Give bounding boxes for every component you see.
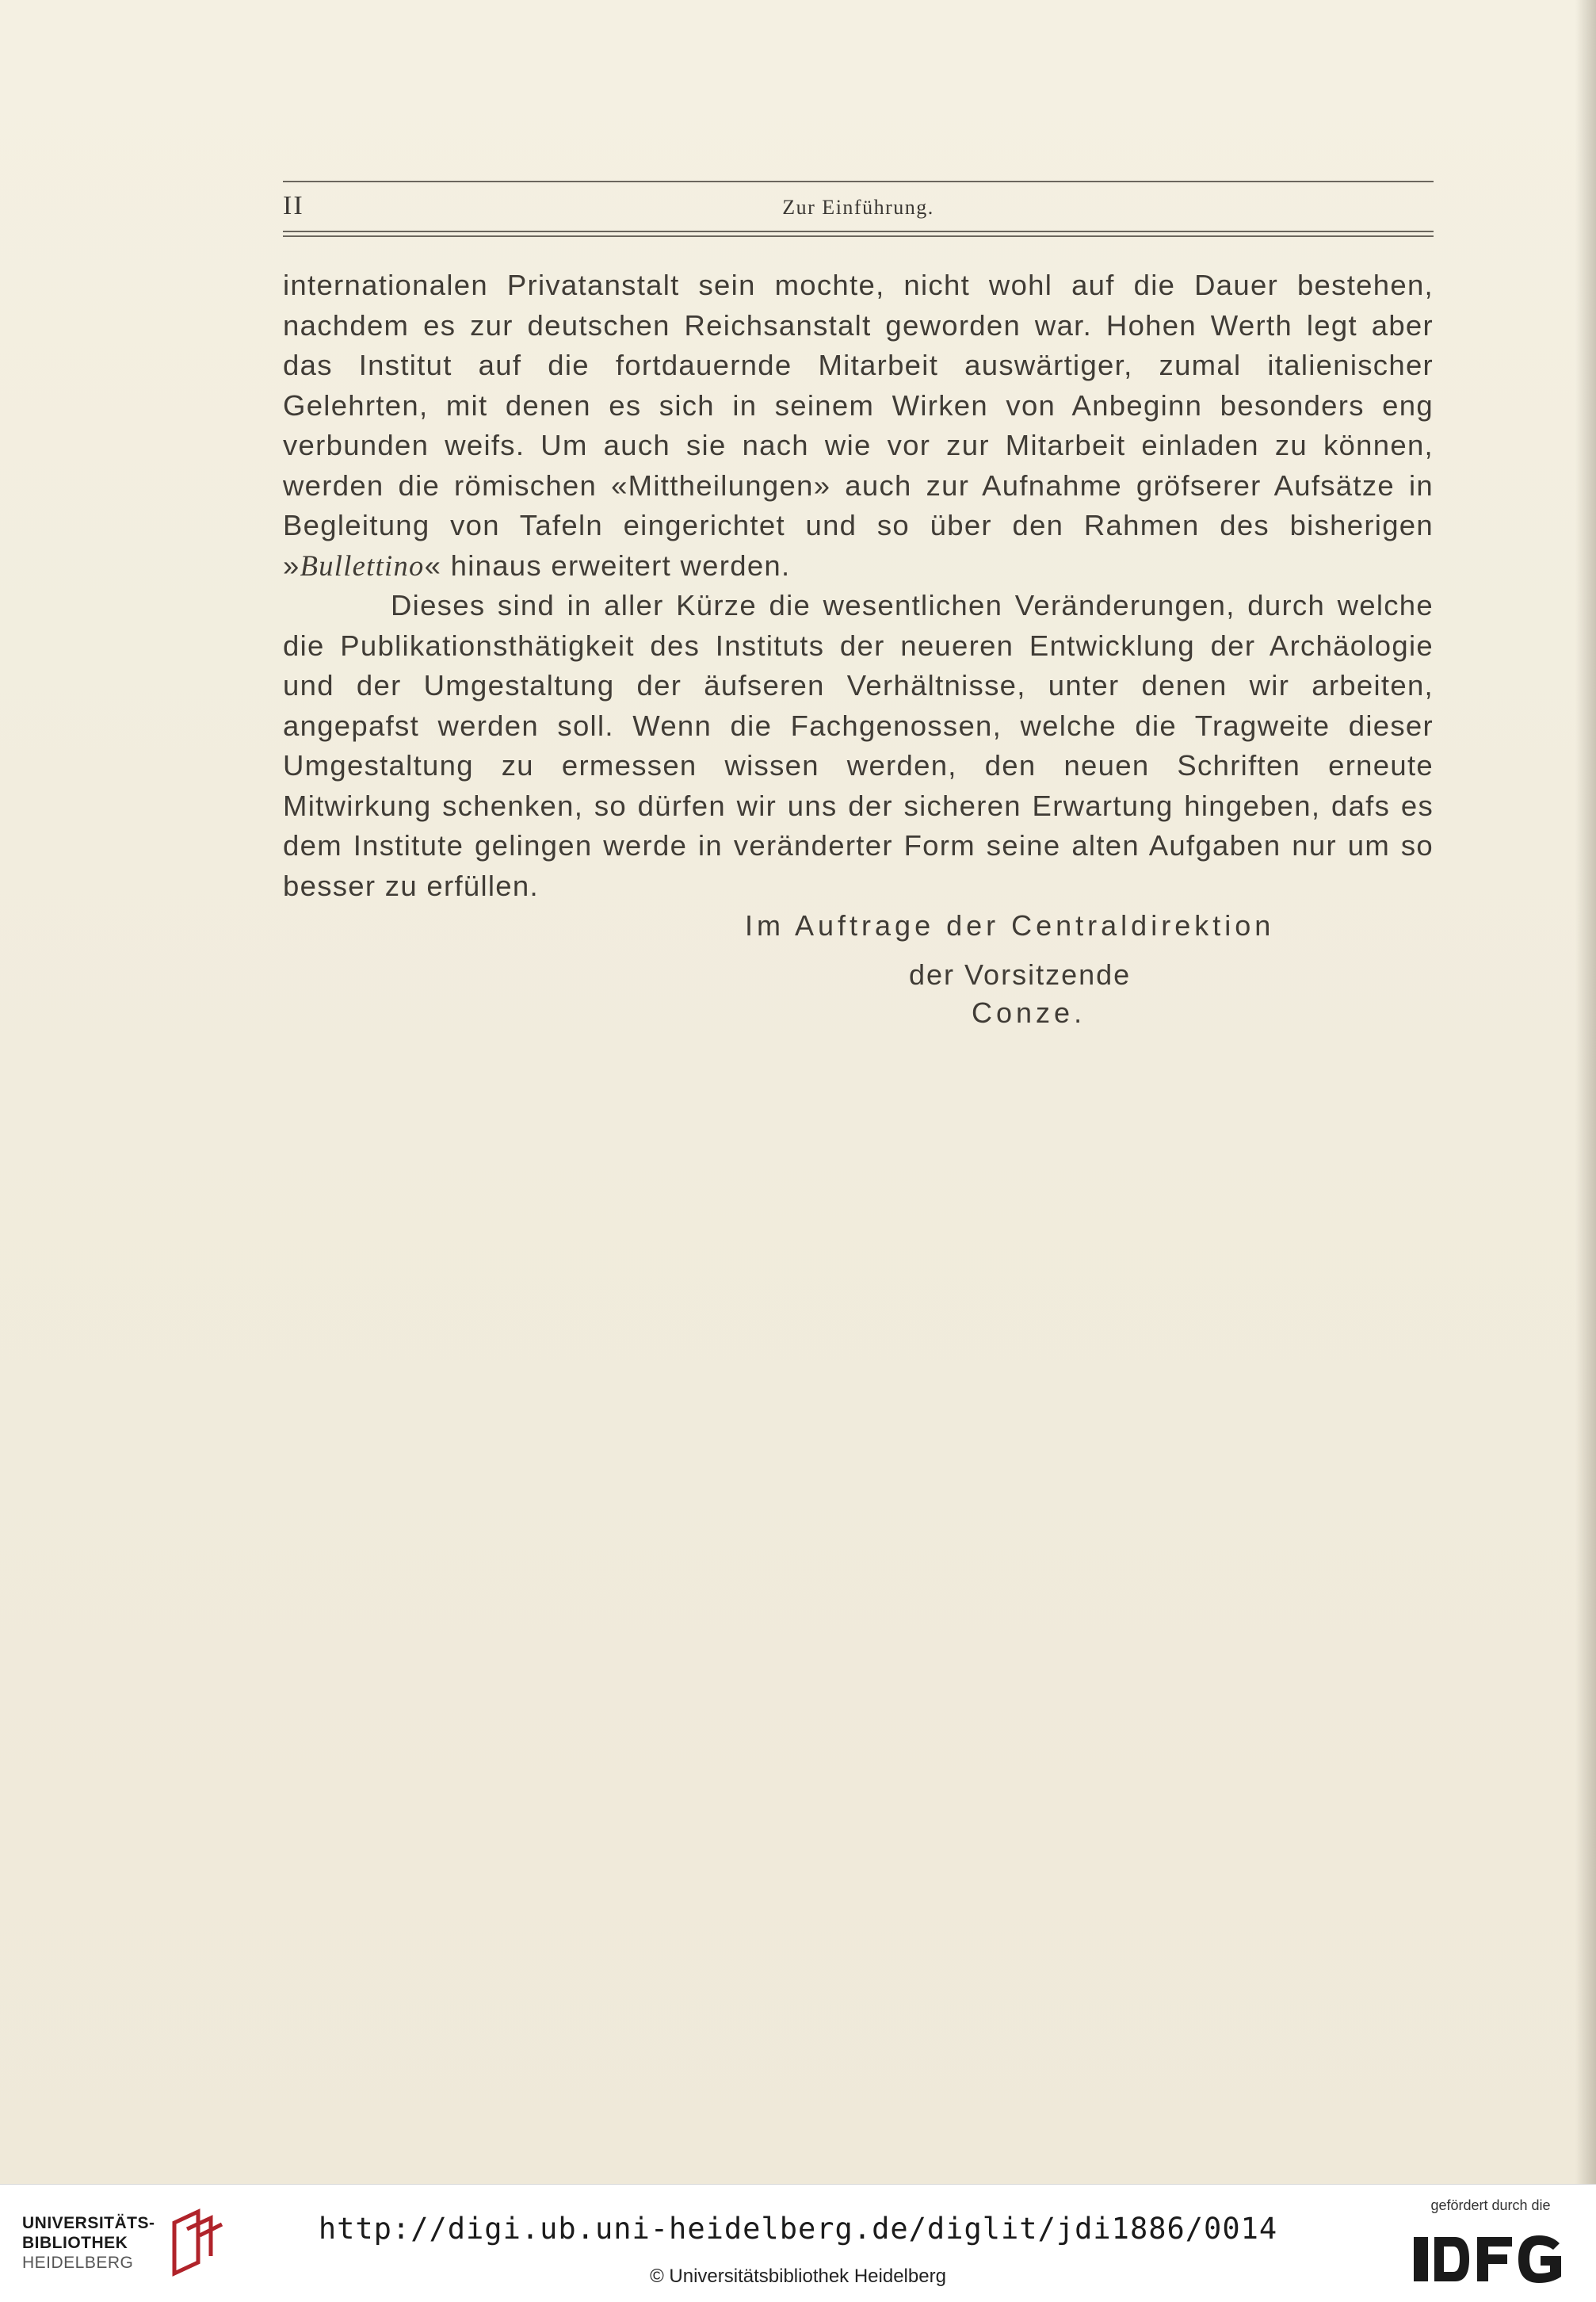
paragraph-1-text: internationalen Privatanstalt sein mochte, nicht wohl auf die Dauer bestehen, nachdem es zur deutschen Reichsanstalt geworden war. Hohen Werth legt aber das Institut auf die fortdauernde Mitarbeit auswärtiger, zumal italienischer Gelehrten, mit denen es sich in seinem Wirken von Anbeginn besonders eng verbunden weifs. Um auch sie nach wie vor zur Mitarbeit einladen zu können, werden die römischen «Mittheilungen» auch zur Aufnahme gröfserer Aufsätze in Begleitung von Tafeln eingerichtet und so über den Rahmen des bisherigen » (283, 269, 1434, 582)
funding-caption: gefördert durch die (1430, 2197, 1551, 2213)
funding-credit (1407, 2197, 1574, 2292)
italic-title-bullettino: Bullettino (300, 549, 425, 582)
body-text (283, 266, 1434, 906)
library-name-line-3: HEIDELBERG (22, 2254, 134, 2272)
running-title: Zur Einführung. (782, 196, 934, 219)
viewer-footer (0, 2184, 1596, 2302)
header-rule-bottom-double (283, 235, 1434, 237)
paragraph-1-text-end: « hinaus erweitert werden. (424, 549, 791, 582)
page-number: II (283, 191, 304, 220)
header-rule-bottom (283, 231, 1434, 232)
permalink-url[interactable]: http://digi.ub.uni-heidelberg.de/diglit/jdi1886/0014 (318, 2212, 1278, 2246)
dfg-logo-icon (1412, 2221, 1571, 2289)
header-rule-top (283, 181, 1434, 182)
paragraph-1 (283, 266, 1434, 586)
signature-line-2: der Vorsitzende (909, 958, 1132, 991)
paragraph-2: Dieses sind in aller Kürze die wesentlichen Veränderungen, durch welche die Publikationsthätigkeit des Instituts der neueren Entwicklung der Archäologie und der Umgestaltung der äufseren Verhältnisse, unter denen wir arbeiten, angepafst werden soll. Wenn die Fachgenossen, welche die Tragweite dieser Umgestaltung zu ermessen wissen werden, den neuen Schriften erneute Mitwirkung schenken, so dürfen wir uns der sicheren Erwartung hingeben, dafs es dem Institute gelingen werde in veränderter Form seine alten Aufgaben nur um so besser zu erfüllen. (283, 589, 1434, 902)
library-name-line-1: UNIVERSITÄTS- (22, 2214, 155, 2232)
page-header (283, 178, 1434, 238)
page-edge-shadow (1575, 0, 1596, 2184)
library-name-line-2: BIBLIOTHEK (22, 2234, 128, 2252)
signature-name: Conze. (972, 996, 1086, 1029)
copyright-notice: © Universitätsbibliothek Heidelberg (650, 2266, 946, 2287)
signature-line-1: Im Auftrage der Centraldirektion (745, 909, 1275, 942)
